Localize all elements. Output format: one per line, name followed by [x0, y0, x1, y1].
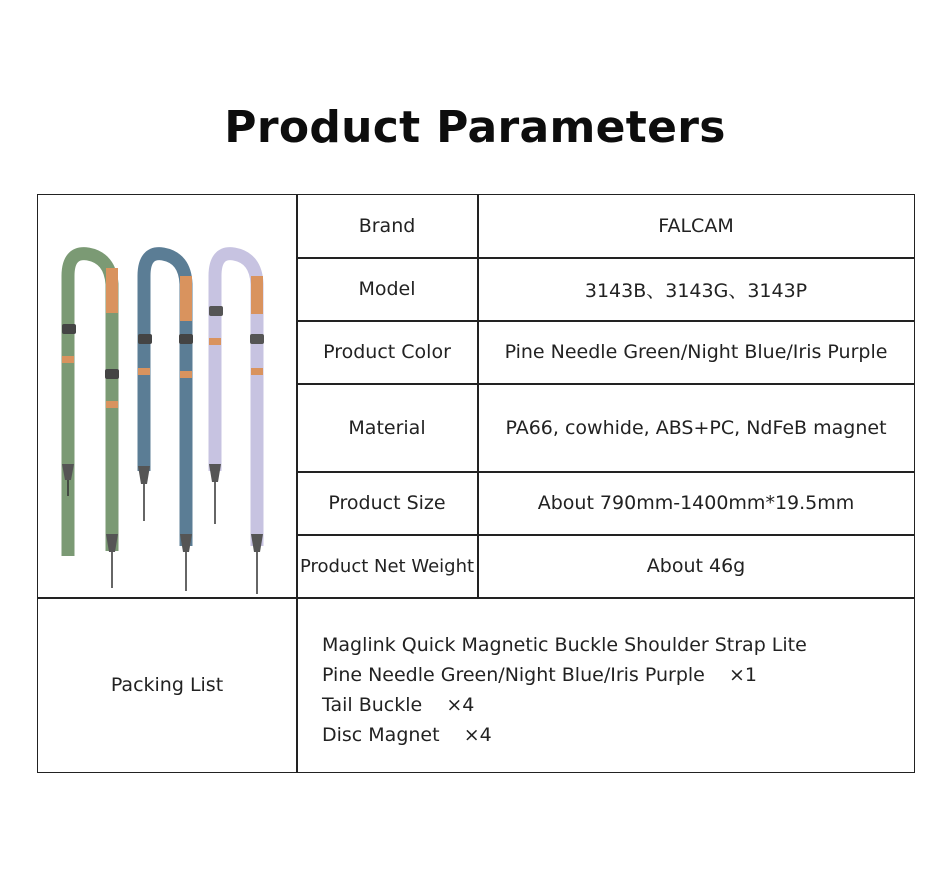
size-label: Product Size: [328, 492, 446, 514]
material-value: PA66, cowhide, ABS+PC, NdFeB magnet: [505, 416, 887, 439]
page-title: Product Parameters: [224, 102, 726, 153]
color-label: Product Color: [323, 341, 451, 363]
product-image: [38, 196, 296, 597]
packing-list-label: Packing List: [110, 674, 224, 696]
model-label: Model: [358, 278, 416, 300]
size-value: About 790mm-1400mm*19.5mm: [537, 492, 855, 514]
packing-list-items: [322, 630, 807, 750]
model-value: 3143B、3143G、3143P: [584, 279, 808, 302]
weight-label: Product Net Weight: [299, 555, 475, 577]
blue-strap: [138, 254, 193, 591]
purple-strap: [209, 254, 264, 594]
brand-value: FALCAM: [658, 215, 734, 237]
packing-item: Pine Needle Green/Night Blue/Iris Purple ×1: [322, 664, 758, 686]
material-label: Material: [348, 416, 426, 439]
packing-item: Disc Magnet ×4: [322, 724, 492, 746]
packing-item: Maglink Quick Magnetic Buckle Shoulder Strap Lite: [322, 634, 807, 656]
brand-label: Brand: [358, 215, 416, 237]
color-value: Pine Needle Green/Night Blue/Iris Purple: [504, 341, 888, 363]
green-strap: [62, 254, 119, 588]
weight-value: About 46g: [646, 555, 746, 577]
packing-item: Tail Buckle ×4: [322, 694, 475, 716]
